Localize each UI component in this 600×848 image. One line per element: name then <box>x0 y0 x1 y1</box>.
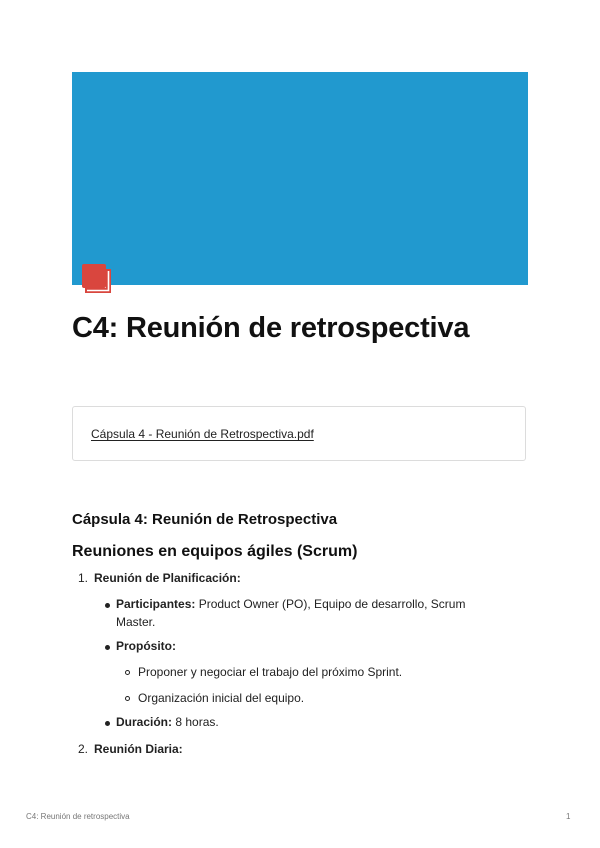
list-item: Participantes: Product Owner (PO), Equipo de desarrollo, Scrum <box>116 597 466 611</box>
section-heading: Cápsula 4: Reunión de Retrospectiva <box>72 511 338 528</box>
page-number: 1 <box>566 812 571 821</box>
list-number: 2. <box>77 742 88 756</box>
attachment-block <box>72 406 526 461</box>
cover-image <box>72 72 528 285</box>
list-item-title: Reunión de Planificación: <box>94 571 241 585</box>
subsection-heading: Reuniones en equipos ágiles (Scrum) <box>72 543 358 560</box>
footer-title: C4: Reunión de retrospectiva <box>26 812 130 821</box>
page-title: C4: Reunión de retrospectiva <box>72 312 470 344</box>
list-item: Organización inicial del equipo. <box>138 691 305 705</box>
attachment-link[interactable]: Cápsula 4 - Reunión de Retrospectiva.pdf <box>91 427 314 441</box>
list-item: Duración: 8 horas. <box>116 715 219 729</box>
list-number: 1. <box>77 571 88 585</box>
circle-bullet-icon <box>125 696 130 701</box>
list-item-continuation: Master. <box>116 615 156 629</box>
list-item-title: Reunión Diaria: <box>94 742 183 756</box>
bullet-icon <box>105 645 110 650</box>
list-item: Proponer y negociar el trabajo del próximo Sprint. <box>138 665 403 679</box>
bullet-icon <box>105 603 110 608</box>
circle-bullet-icon <box>125 670 130 675</box>
bullet-icon <box>105 721 110 726</box>
notebook-icon <box>81 263 113 295</box>
list-item: Propósito: <box>116 639 176 653</box>
